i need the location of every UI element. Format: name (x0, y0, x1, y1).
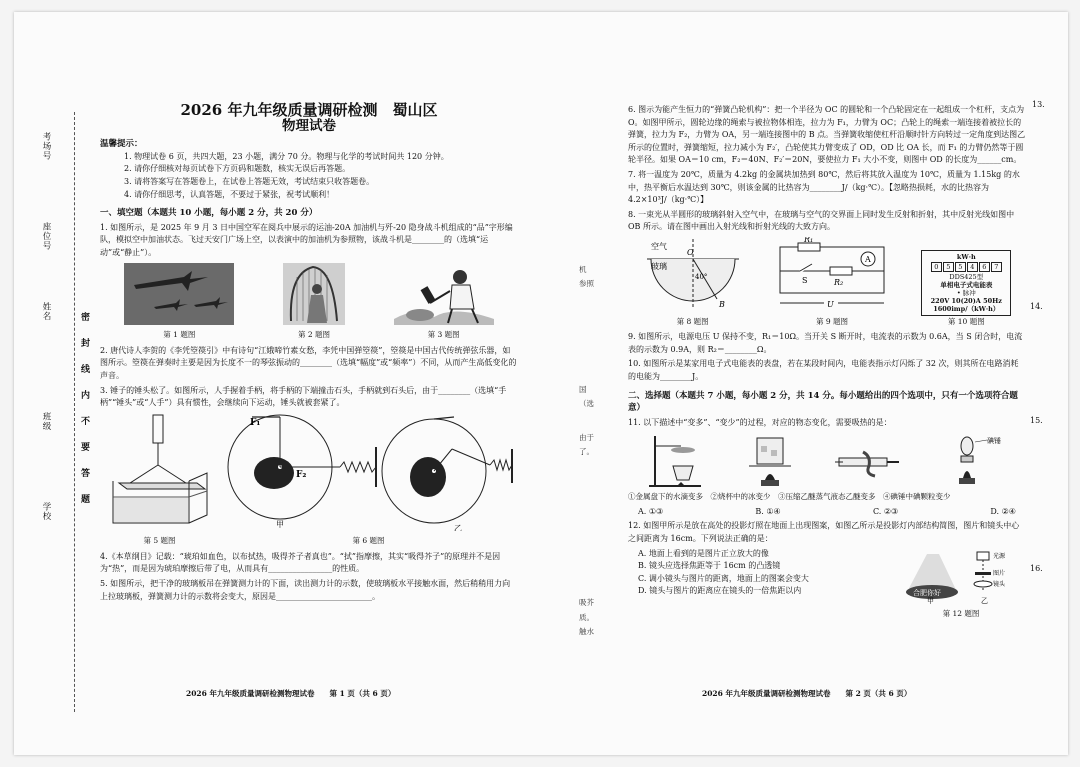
figure-caption: 第 6 题图 (352, 536, 385, 546)
projected-pattern-label: 合肥你好 (913, 588, 941, 597)
question-9: 9. 如图所示，电源电压 U 保持不变，R₁＝10Ω。当开关 S 断开时，电流表的示数为 0.6A，当 S 闭合时，电流表的示数为 0.9A，则 R₂＝________Ω。 (628, 332, 1023, 354)
tip-item: 3. 请将答案写在答题卷上，在试卷上答题无效，考试结束只收答题卷。 (124, 176, 375, 186)
svg-text:乙: 乙 (453, 523, 462, 531)
figure-9 (772, 237, 892, 328)
hammer-illustration (394, 263, 494, 325)
spring-cam-mechanism (224, 413, 514, 531)
bleed-text: 机 (579, 265, 587, 274)
tips-heading: 温馨提示： (100, 139, 143, 150)
option-c: C. ②③ (872, 506, 899, 516)
fig12-label: 镜头 (993, 580, 1006, 588)
meter-spec: 220V 10(20)A 50Hz (930, 296, 1002, 305)
projector-diagram (897, 548, 1025, 604)
exam-sheet (14, 12, 1068, 755)
section-2-heading: 二、选择题（本题共 7 小题，每小题 2 分，共 14 分。每小题给出的四个选项中，只有一个选项符合题意） (628, 390, 1018, 414)
konghou-image (283, 263, 345, 325)
meter-digit: 5 (955, 262, 966, 272)
metal-plate-water-drops (645, 432, 705, 488)
bleed-text: 了。 (579, 447, 594, 456)
figure-caption: 第 2 题图 (297, 330, 330, 340)
question-1: 1. 如图所示，是 2025 年 9 月 3 日中国空军在阅兵中展示的运油-20A 加油机与歼-20 隐身战斗机组成的“品”字形编队，模拟空中加油状态。飞过天安门广场上空，以表演中的加油机为参照物，该战斗机是________的（选填“运动”或“静止”）。 (100, 222, 513, 257)
fig8-label: 玻璃 (650, 261, 667, 271)
fig8-label: B (718, 299, 725, 309)
tip-item: 1. 物理试卷 6 页，共四大题，23 小题，满分 70 分。物理与化学的考试时间共 120 分钟。 (124, 151, 449, 161)
option-d: D. 镜头与图片的距离应在镜头的一倍焦距以内 (638, 586, 802, 596)
question-12-body (628, 548, 1026, 621)
question-7: 7. 将一温度为 20℃，质量为 4.2kg 的金属块加热到 80℃，然后将其放入温度为 10℃，质量为 1.15kg 的水中，热平衡后水温达到 30℃，则该金属的比热容为________J/（kg·℃）。【忽略热损耗，水的比热容为 4.2×10³J/（kg·℃）】 (628, 169, 1020, 205)
figure-1 (124, 263, 234, 342)
meter-model: DDS425型 (949, 272, 984, 281)
question-8: 8. 一束光从半圆形的玻璃斜射入空气中，在玻璃与空气的交界面上同时发生反射和折射，其中反射光线如图中 OB 所示。请在图中画出入射光线和折射光线的大致方向。 (628, 209, 1015, 232)
exam-title: 2026 年九年级质量调研检测 蜀山区 (180, 101, 438, 119)
meter-unit: kW·h (956, 252, 976, 261)
tip-item: 4. 请你仔细思考，认真答题，不要过于紧张，祝考试顺利！ (124, 189, 335, 199)
meter-digit: 5 (943, 262, 954, 272)
figure-row-11 (628, 432, 1026, 488)
meter-name: 单相电子式电能表 (940, 280, 993, 289)
question-3: 3. 锤子的锤头松了。如图所示，人手握着手柄，将手柄的下端撞击石头，手柄就到石头后，由于________（选填“手柄”“锤头”或“人手”）具有惯性，会继续向下运动，锤头就被套紧了。 (100, 385, 507, 408)
bleed-text: 由于 (579, 433, 594, 442)
tip-item: 2. 请你仔细核对每页试卷下方页码和题数，核实无误后再答题。 (124, 164, 351, 174)
fig9-label: S (801, 275, 808, 285)
binding-field: 班级 (41, 412, 51, 431)
question-12-options (628, 548, 896, 621)
section-1-heading: 一、填空题（本题共 10 小题，每小题 2 分，共 20 分） (100, 208, 318, 219)
figure-row-2 (100, 413, 518, 548)
figure-5 (105, 413, 215, 548)
figure-10 (921, 250, 1011, 329)
figure-caption: 第 10 题图 (947, 316, 985, 326)
figure-row-3 (628, 237, 1026, 328)
question-11-captions: ①金属盘下的水滴变多 ②烧杯中的冰变少 ③压缩乙醚蒸气液态乙醚变多 ④碘锤中碘颗粒变少 (628, 492, 951, 502)
fig12-label: 甲 (927, 596, 934, 604)
question-12: 12. 如图甲所示是放在高处的投影灯照在地面上出现图案，如图乙所示是投影灯内部结构简图，图片和镜头中心之间距离为 16cm。下列说法正确的是： (628, 521, 1020, 544)
binding-field: 姓名 (41, 302, 51, 321)
meter-pulse: • 脉冲 (956, 288, 976, 297)
svg-text:F₁: F₁ (249, 417, 260, 428)
option-c: C. 调小镜头与图片的距离，地面上的图案会变大 (638, 573, 809, 583)
figure-caption: 第 5 题图 (143, 536, 176, 546)
bleed-text: 参照 (579, 279, 594, 288)
bleed-text: 吸芥 (579, 598, 594, 607)
binding-field: 座位号 (41, 222, 51, 251)
option-d: D. ②④ (990, 506, 1016, 516)
svg-text:F₂: F₂ (295, 469, 306, 480)
question-11: 11. 以下描述中“变多”、“变少”的过程，对应的物态变化，需要吸热的是： (628, 417, 892, 427)
fig12-label: 乙 (981, 596, 988, 604)
option-b: B. 镜头应选择焦距等于 16cm 的凸透镜 (638, 561, 781, 571)
bleed-text: 质。 (579, 613, 594, 622)
question-4: 4.《本草纲目》记载：“琥珀如血色，以布拭热，吸得芥子者真也”。“拭”指摩擦，其实“吸得芥子”的原理并不是因为“热”，而是因为琥珀摩擦后带了电，从而具有________________的性质。 (100, 551, 501, 574)
binding-field: 学校 (41, 502, 51, 521)
binding-field: 考场号 (41, 132, 51, 161)
page-2 (628, 102, 1026, 621)
meter-digit: 6 (979, 262, 990, 272)
seal-line (74, 112, 75, 712)
meter-digit: 4 (967, 262, 978, 272)
meter-digits (924, 262, 1008, 272)
fig9-label: R₂ (833, 277, 844, 287)
figure-12 (896, 548, 1026, 621)
meter-digit: 0 (931, 262, 942, 272)
bleed-text: 国 (579, 385, 587, 394)
side-question-number: 14. (1030, 302, 1043, 311)
iodine-hammer (937, 432, 1009, 488)
figure-row-1 (100, 263, 518, 342)
side-question-number: 13. (1032, 100, 1045, 109)
figure-caption: 第 1 题图 (163, 330, 196, 340)
exam-subtitle: 物理试卷 (282, 117, 336, 134)
figure-6 (224, 413, 514, 548)
fig9-label: A (864, 254, 871, 264)
figure-caption: 第 12 题图 (942, 609, 980, 619)
question-6: 6. 图示为能产生恒力的“弹簧凸轮机构”：把一个半径为 OC 的圆轮和一个凸轮固定在一起组成一个杠杆，支点为 O。如图甲所示，圆轮边缘的绳索与被拉物体相连，拉力为 F₁，力臂为 OC；凸轮上的绳索一端连接着被拉长的弹簧，拉力为 F₂，力臂为 OA，另一端连接图中的 B 点。当弹簧收缩使杠杆沿顺时针方向转过一定角度到达图乙所示的位置时，弹簧缩短，拉力减小为 F₂′，凸轮使其力臂变成了 OD，OD 比 OA 长，而 F₁ 的力臂仍然等于圆轮半径。如果 OA＝10 cm，F₂＝40N、F₂′＝20N，要使拉力 F₁ 大小不变，则图中 OD 的长度为______cm。 (628, 105, 1026, 165)
aircraft-photo (124, 263, 234, 325)
circuit-diagram (772, 237, 892, 311)
question-2: 2. 唐代诗人李贺的《李凭箜篌引》中有诗句“江娥啼竹素女愁，李凭中国弹箜篌”，箜篌是中国古代传统弹弦乐器，如图所示。箜篌在弹奏时主要是因为长度不一的琴弦振动的________（选填“幅度”或“频率”）不同，从而产生高低变化的声音。 (100, 345, 517, 380)
fig6-sub-label: 甲 (275, 519, 284, 529)
fig12-label: 光源 (993, 552, 1006, 560)
page-2-footer: 2026 年九年级质量调研检测物理试卷 第 2 页（共 6 页） (702, 689, 912, 698)
figure-8 (643, 237, 743, 328)
bleed-text: （选 (579, 399, 594, 408)
figure-caption: 第 8 题图 (676, 316, 709, 326)
figure-2 (283, 263, 345, 342)
binding-strip (40, 122, 98, 682)
bleed-text: 触水 (579, 627, 594, 636)
question-11-options (628, 506, 1026, 519)
question-10: 10. 如图所示是某家用电子式电能表的表盘，若在某段时间内，电能表指示灯闪烁了 32 次，则其所在电路消耗的电能为________J。 (628, 359, 1019, 381)
page-1 (100, 101, 518, 605)
seal-line-notice: 密 封 线 内 不 要 答 题 (79, 312, 89, 507)
option-a: A. 地面上看到的是图片正立放大的像 (638, 548, 769, 558)
ether-syringe (833, 432, 903, 488)
option-a: A. ①③ (638, 506, 664, 516)
iodine-hammer-label: 碘锤 (987, 437, 1001, 446)
fig9-label: R₁ (803, 236, 814, 244)
fig12-label: 图片 (993, 569, 1006, 577)
side-question-number: 15. (1030, 416, 1043, 425)
fig8-label: O (686, 247, 694, 257)
figure-caption: 第 9 题图 (815, 316, 848, 326)
meter-rate: 1600imp/（kW·h） (933, 304, 1000, 313)
semicircle-glass-diagram (643, 237, 743, 311)
beaker-ice (739, 432, 799, 488)
option-b: B. ①④ (755, 506, 781, 516)
figure-3 (394, 263, 494, 342)
fig8-label: 空气 (650, 241, 667, 251)
side-question-number: 16. (1030, 564, 1043, 573)
fig8-label: 40° (694, 272, 708, 281)
electric-meter (921, 250, 1011, 316)
meter-digit: 7 (991, 262, 1002, 272)
fig9-label: U (826, 299, 834, 309)
question-5: 5. 如图所示，把干净的玻璃板吊在弹簧测力计的下面，读出测力计的示数，使玻璃板水平接触水面，然后稍稍用力向上拉玻璃板，弹簧测力计的示数将会变大，原因是________________________。 (100, 579, 511, 601)
spring-scale-glass-plate (105, 413, 215, 531)
figure-caption: 第 3 题图 (427, 330, 460, 340)
page-1-footer: 2026 年九年级质量调研检测物理试卷 第 1 页（共 6 页） (186, 689, 396, 698)
